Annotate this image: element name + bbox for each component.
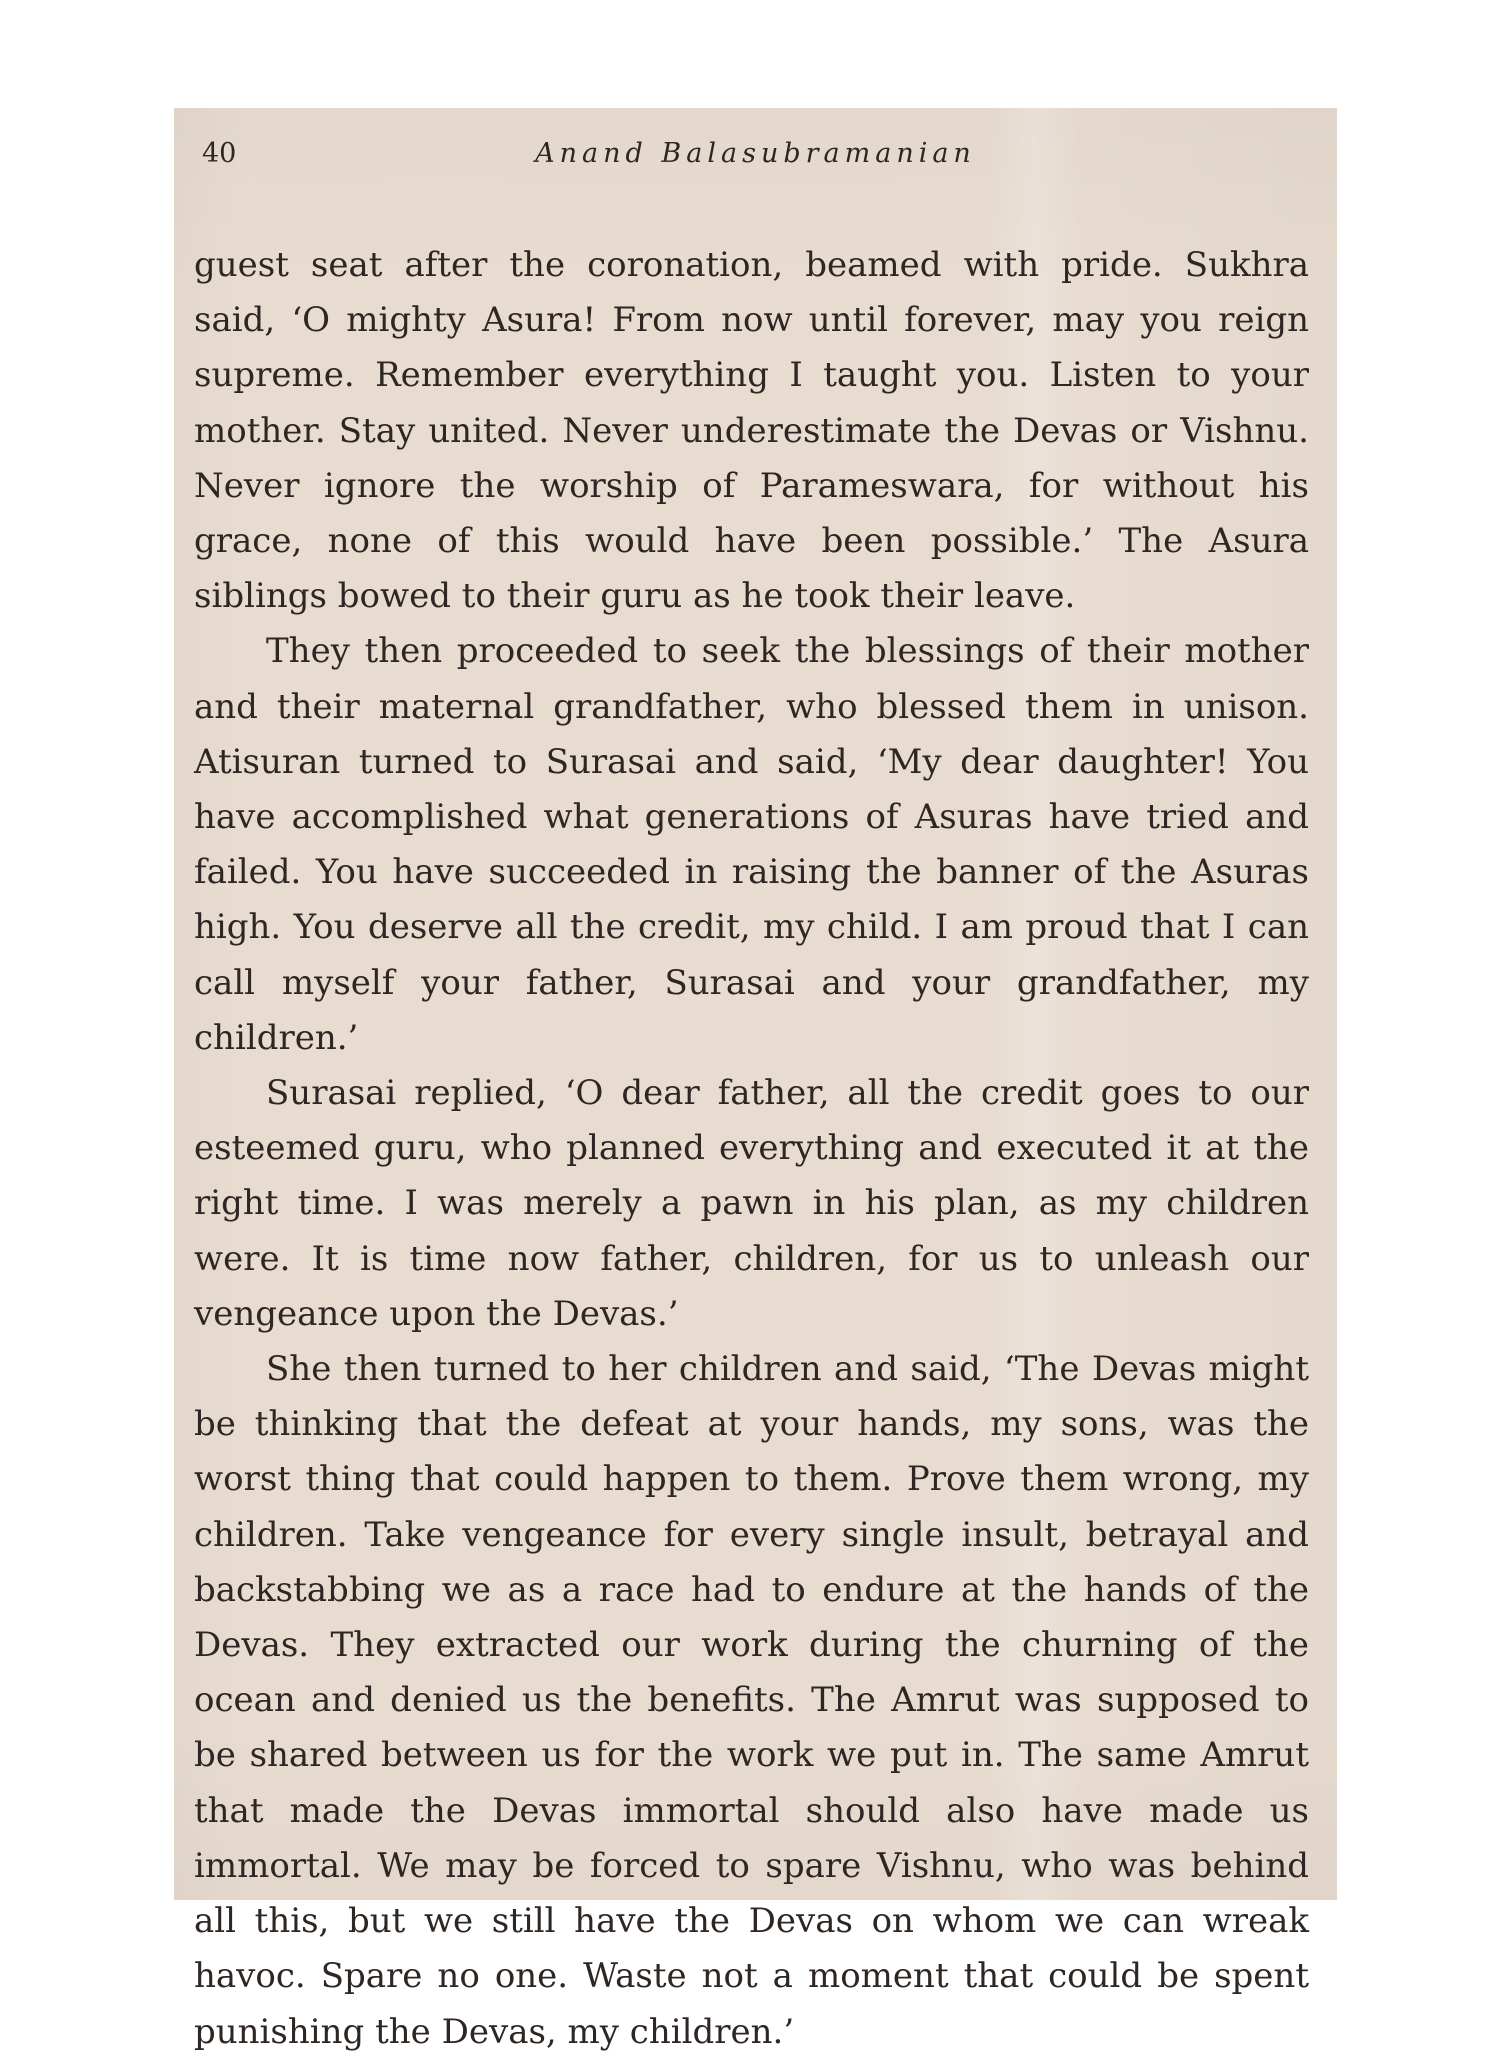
body-text (194, 238, 1309, 2060)
paragraph-2: They then proceeded to seek the blessings of their mother and their maternal grandfather, who blessed them in unison. Atisuran turned to Surasai and said, ‘My dear daughter! You have accomplished what generations of Asuras have tried and failed. You have succeeded in raising the banner of the Asuras high. You deserve all the credit, my child. I am proud that I can call myself your father, Surasai and your grandfather, my children.’ (194, 631, 1309, 1058)
page-number: 40 (202, 138, 237, 169)
scanned-book-page (174, 108, 1337, 2052)
paragraph-3: Surasai replied, ‘O dear father, all the credit goes to our esteemed guru, who planned everything and executed it at the right time. I was merely a pawn in his plan, as my children were. It is time now father, children, for us to unleash our vengeance upon the Devas.’ (194, 1073, 1309, 1334)
paragraph-4: She then turned to her children and said, ‘The Devas might be thinking that the defeat at your hands, my sons, was the worst thing that could happen to them. Prove them wrong, my children. Take vengeance for every single insult, betrayal and backstabbing we as a race had to endure at the hands of the Devas. They extracted our work during the churning of the ocean and denied us the benefits. The Amrut was supposed to be shared between us for the work we put in. The same Amrut that made the Devas immortal should also have made us immortal. We may be forced to spare Vishnu, who was behind all this, but we still have the Devas on whom we can wreak havoc. Spare no one. Waste not a moment that could be spent punishing the Devas, my children.’ (194, 1349, 1309, 2052)
page-header (174, 134, 1337, 174)
running-head-author: Anand Balasubramanian (535, 138, 976, 169)
paragraph-1: guest seat after the coronation, beamed with pride. Sukhra said, ‘O mighty Asura! From now until forever, may you reign supreme. Remember everything I taught you. Listen to your mother. Stay united. Never underestimate the Devas or Vishnu. Never ignore the worship of Parameswara, for without his grace, none of this would have been possible.’ The Asura siblings bowed to their guru as he took their leave. (194, 245, 1309, 617)
